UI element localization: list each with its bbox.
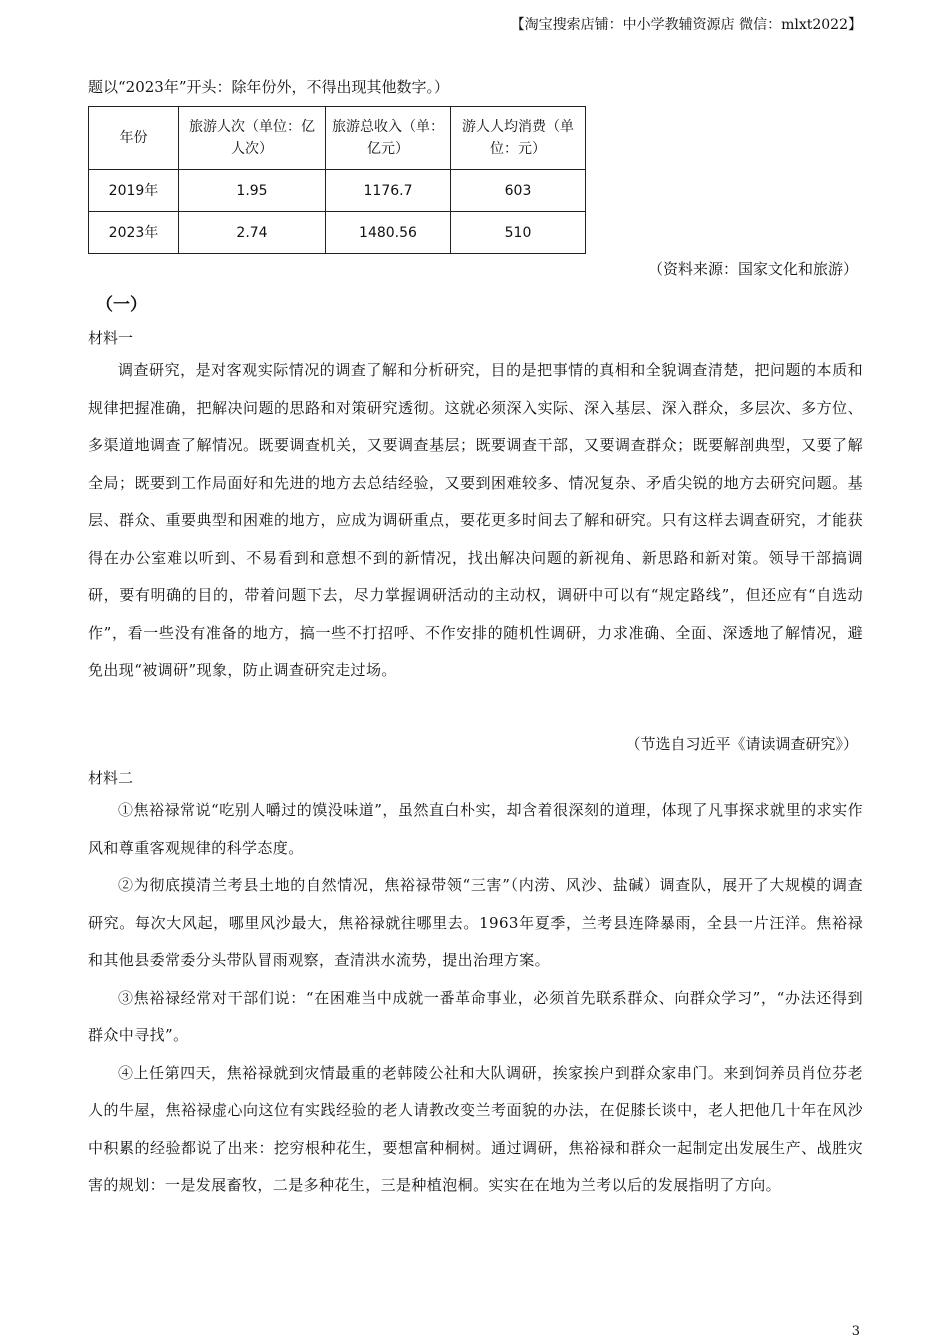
material1-label: 材料一 bbox=[88, 329, 134, 347]
table-header-cell: 旅游总收入（单：亿元） bbox=[326, 107, 451, 170]
table-cell: 1480.56 bbox=[326, 212, 451, 254]
material1-paragraph: 调查研究，是对客观实际情况的调查了解和分析研究，目的是把事情的真相和全貌调查清楚，把问题的本质和规律把握准确，把解决问题的思路和对策研究透彻。这就必须深入实际、深入基层、深入群众，多层次、多方位、多渠道地调查了解情况。既要调查机关，又要调查基层；既要调查干部，又要调查群众；既要解剖典型，又要了解全局；既要到工作局面好和先进的地方去总结经验，又要到困难较多、情况复杂、矛盾尖锐的地方去研究问题。基层、群众、重要典型和困难的地方，应成为调研重点，要花更多时间去了解和研究。只有这样去调查研究，才能获得在办公室难以听到、不易看到和意想不到的新情况，找出解决问题的新视角、新思路和新对策。领导干部搞调研，要有明确的目的，带着问题下去，尽力掌握调研活动的主动权，调研中可以有“规定路线”，但还应有“自选动作”，看一些没有准备的地方，搞一些不打招呼、不作安排的随机性调研，力求准确、全面、深透地了解情况，避免出现“被调研”现象，防止调查研究走过场。 bbox=[88, 361, 863, 679]
page-header: 【淘宝搜索店铺：中小学教辅资源店 微信：mlxt2022】 bbox=[510, 17, 862, 33]
material1-credit: （节选自习近平《请读调查研究》） bbox=[625, 735, 858, 753]
material2-paragraph: ①焦裕禄常说“吃别人嚼过的馍没味道”，虽然直白朴实，却含着很深刻的道理，体现了凡事探求就里的求实作风和尊重客观规律的科学态度。 bbox=[88, 801, 863, 857]
table-cell: 1176.7 bbox=[326, 170, 451, 212]
table-cell: 2.74 bbox=[179, 212, 326, 254]
material2-paragraph: ④上任第四天，焦裕禄就到灾情最重的老韩陵公社和大队调研，挨家挨户到群众家串门。来到饲养员肖位芬老人的牛屋，焦裕禄虚心向这位有实践经验的老人请教改变兰考面貌的办法，在促膝长谈中，老人把他几十年在风沙中积累的经验都说了出来：挖穷根种花生，要想富种桐树。通过调研，焦裕禄和群众一起制定出发展生产、战胜灾害的规划：一是发展畜牧，二是多种花生，三是种植泡桐。实实在在地为兰考以后的发展指明了方向。 bbox=[88, 1063, 863, 1194]
table-cell: 603 bbox=[451, 170, 586, 212]
table-cell: 510 bbox=[451, 212, 586, 254]
table-row bbox=[89, 212, 586, 254]
table-header-cell: 旅游人次（单位：亿人次） bbox=[179, 107, 326, 170]
material2-paragraph: ②为彻底摸清兰考县土地的自然情况，焦裕禄带领“三害”（内涝、风沙、盐碱）调查队，展开了大规模的调查研究。每次大风起，哪里风沙最大，焦裕禄就往哪里去。1963年夏季，兰考县连降暴雨，全县一片汪洋。焦裕禄和其他县委常委分头带队冒雨观察，查清洪水流势，提出治理方案。 bbox=[88, 876, 863, 969]
material2-label: 材料二 bbox=[88, 769, 134, 787]
table-cell: 1.95 bbox=[179, 170, 326, 212]
tourism-data-table bbox=[88, 106, 586, 254]
page-number: 3 bbox=[851, 1324, 860, 1339]
question-intro: 题以“2023年”开头：除年份外，不得出现其他数字。） bbox=[88, 78, 450, 96]
table-cell: 2019年 bbox=[89, 170, 179, 212]
material2-body bbox=[88, 792, 863, 1205]
table-header-cell: 年份 bbox=[89, 107, 179, 170]
table-row bbox=[89, 170, 586, 212]
section-title: （一） bbox=[96, 295, 147, 315]
table-header-row bbox=[89, 107, 586, 170]
material1-body bbox=[88, 352, 863, 690]
table-header-cell: 游人人均消费（单位：元） bbox=[451, 107, 586, 170]
material2-paragraph: ③焦裕禄经常对干部们说：“在困难当中成就一番革命事业，必须首先联系群众、向群众学习”，“办法还得到群众中寻找”。 bbox=[88, 988, 863, 1044]
table-cell: 2023年 bbox=[89, 212, 179, 254]
table-source: （资料来源：国家文化和旅游） bbox=[647, 260, 858, 278]
